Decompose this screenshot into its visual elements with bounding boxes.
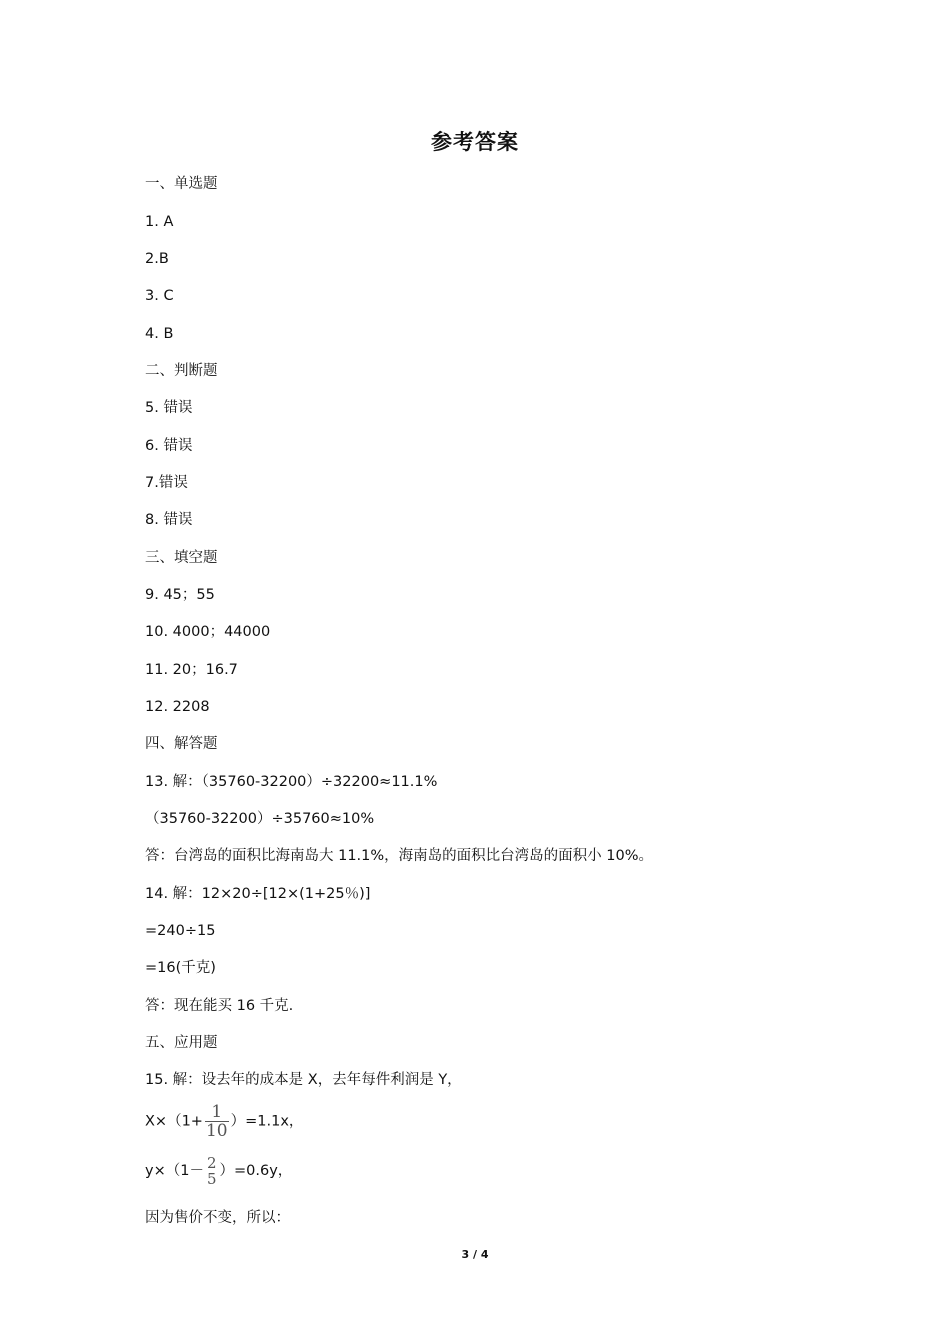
answer-line: 10. 4000；44000 xyxy=(145,624,271,640)
equation-line xyxy=(145,1155,292,1187)
fraction-numerator: 2 xyxy=(206,1154,217,1172)
answer-line: 11. 20；16.7 xyxy=(145,662,238,678)
section-heading: 一、单选题 xyxy=(145,176,218,192)
answer-line: 因为售价不变，所以： xyxy=(145,1210,290,1226)
fraction-numerator: 1 xyxy=(211,1102,223,1122)
answer-line: 12. 2208 xyxy=(145,699,210,715)
equation-prefix: y×（1－ xyxy=(145,1163,204,1179)
section-heading: 五、应用题 xyxy=(145,1035,218,1051)
answer-line: =16(千克) xyxy=(145,960,216,976)
page-title: 参考答案 xyxy=(431,130,519,154)
fraction-denominator: 10 xyxy=(205,1121,228,1141)
equation-suffix: ）=1.1x， xyxy=(230,1113,304,1130)
answer-line: （35760-32200）÷35760≈10% xyxy=(145,811,375,827)
answer-line: 4. B xyxy=(145,326,174,342)
equation-line xyxy=(145,1103,303,1140)
fraction xyxy=(206,1155,218,1187)
answer-line: 13. 解：（35760-32200）÷32200≈11.1% xyxy=(145,774,438,790)
answer-line: 5. 错误 xyxy=(145,400,193,416)
answer-line: 答：台湾岛的面积比海南岛大 11.1%，海南岛的面积比台湾岛的面积小 10%。 xyxy=(145,848,654,864)
equation-suffix: ）=0.6y， xyxy=(219,1163,293,1179)
fraction xyxy=(205,1103,229,1140)
answer-line: 6. 错误 xyxy=(145,438,193,454)
answer-line: 9. 45；55 xyxy=(145,587,215,603)
section-heading: 三、填空题 xyxy=(145,550,218,566)
page-number: 3 / 4 xyxy=(461,1248,489,1261)
equation-prefix: X×（1+ xyxy=(145,1113,203,1130)
answer-line: 2.B xyxy=(145,251,169,267)
fraction-denominator: 5 xyxy=(206,1170,217,1188)
answer-line: 15. 解：设去年的成本是 X，去年每件利润是 Y， xyxy=(145,1072,462,1088)
answer-line: 答：现在能买 16 千克. xyxy=(145,998,294,1014)
answer-line: 1. A xyxy=(145,214,174,230)
section-heading: 二、判断题 xyxy=(145,363,218,379)
answer-line: 3. C xyxy=(145,288,174,304)
answer-line: 7.错误 xyxy=(145,475,188,491)
answer-line: =240÷15 xyxy=(145,923,216,939)
section-heading: 四、解答题 xyxy=(145,736,218,752)
answer-line: 8. 错误 xyxy=(145,512,193,528)
answer-line: 14. 解：12×20÷[12×(1+25％)] xyxy=(145,886,371,902)
